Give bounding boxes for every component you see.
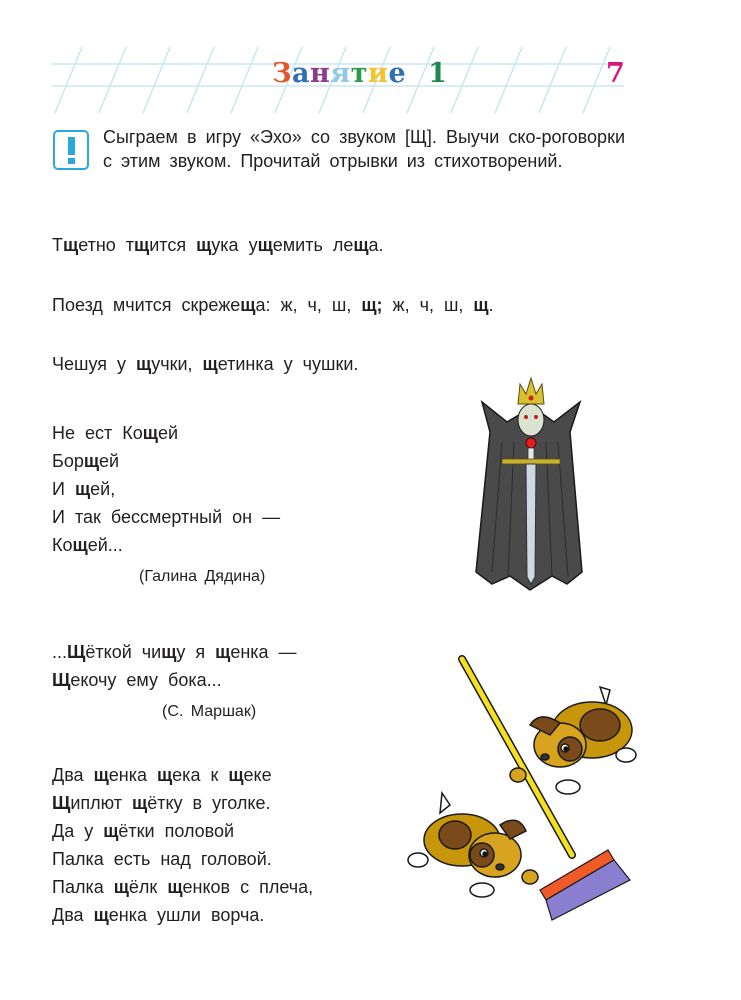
lesson-heading: [272, 58, 447, 90]
poem1-line-3: И щей,: [52, 479, 116, 499]
puppies-broom-illustration: [400, 645, 720, 925]
tongue-twister-3: Чешуя у щучки, щетинка у чушки.: [52, 354, 359, 374]
instruction-text: Сыграем в игру «Эхо» со звуком [Щ]. Выучи ско-роговорки с этим звуком. Прочитай отрывки из стихотворений.: [103, 127, 625, 171]
poem2-line-2: Щекочу ему бока...: [52, 670, 222, 690]
poem2-author: (С. Маршак): [162, 703, 257, 720]
lesson-title: Занятие: [272, 58, 407, 89]
poem1-line-4: И так бессмертный он —: [52, 507, 281, 527]
poem3-line-6: Два щенка ушли ворча.: [52, 905, 265, 925]
poem1-line-5: Кощей...: [52, 535, 123, 555]
poem3-line-5: Палка щёлк щенков с плеча,: [52, 877, 314, 897]
lesson-number: 1: [428, 58, 448, 89]
poem3-line-4: Палка есть над головой.: [52, 849, 272, 869]
poem3-line-1: Два щенка щека к щеке: [52, 765, 272, 785]
page-number: 7: [606, 58, 625, 89]
exclamation-icon: [53, 130, 89, 170]
poem1-line-2: Борщей: [52, 451, 120, 471]
poem1-author: (Галина Дядина): [139, 568, 266, 585]
koschei-illustration: [462, 372, 597, 597]
poem2-line-1: ...Щёткой чищу я щенка —: [52, 642, 297, 662]
poem3-line-3: Да у щётки половой: [52, 821, 235, 841]
tongue-twister-2: Поезд мчится скрежеща: ж, ч, ш, щ; ж, ч, ш, щ.: [52, 295, 494, 315]
poem3-line-2: Щиплют щётку в уголке.: [52, 793, 271, 813]
tongue-twister-1: Тщетно тщится щука ущемить леща.: [52, 235, 384, 255]
poem1-line-1: Не ест Кощей: [52, 423, 179, 443]
